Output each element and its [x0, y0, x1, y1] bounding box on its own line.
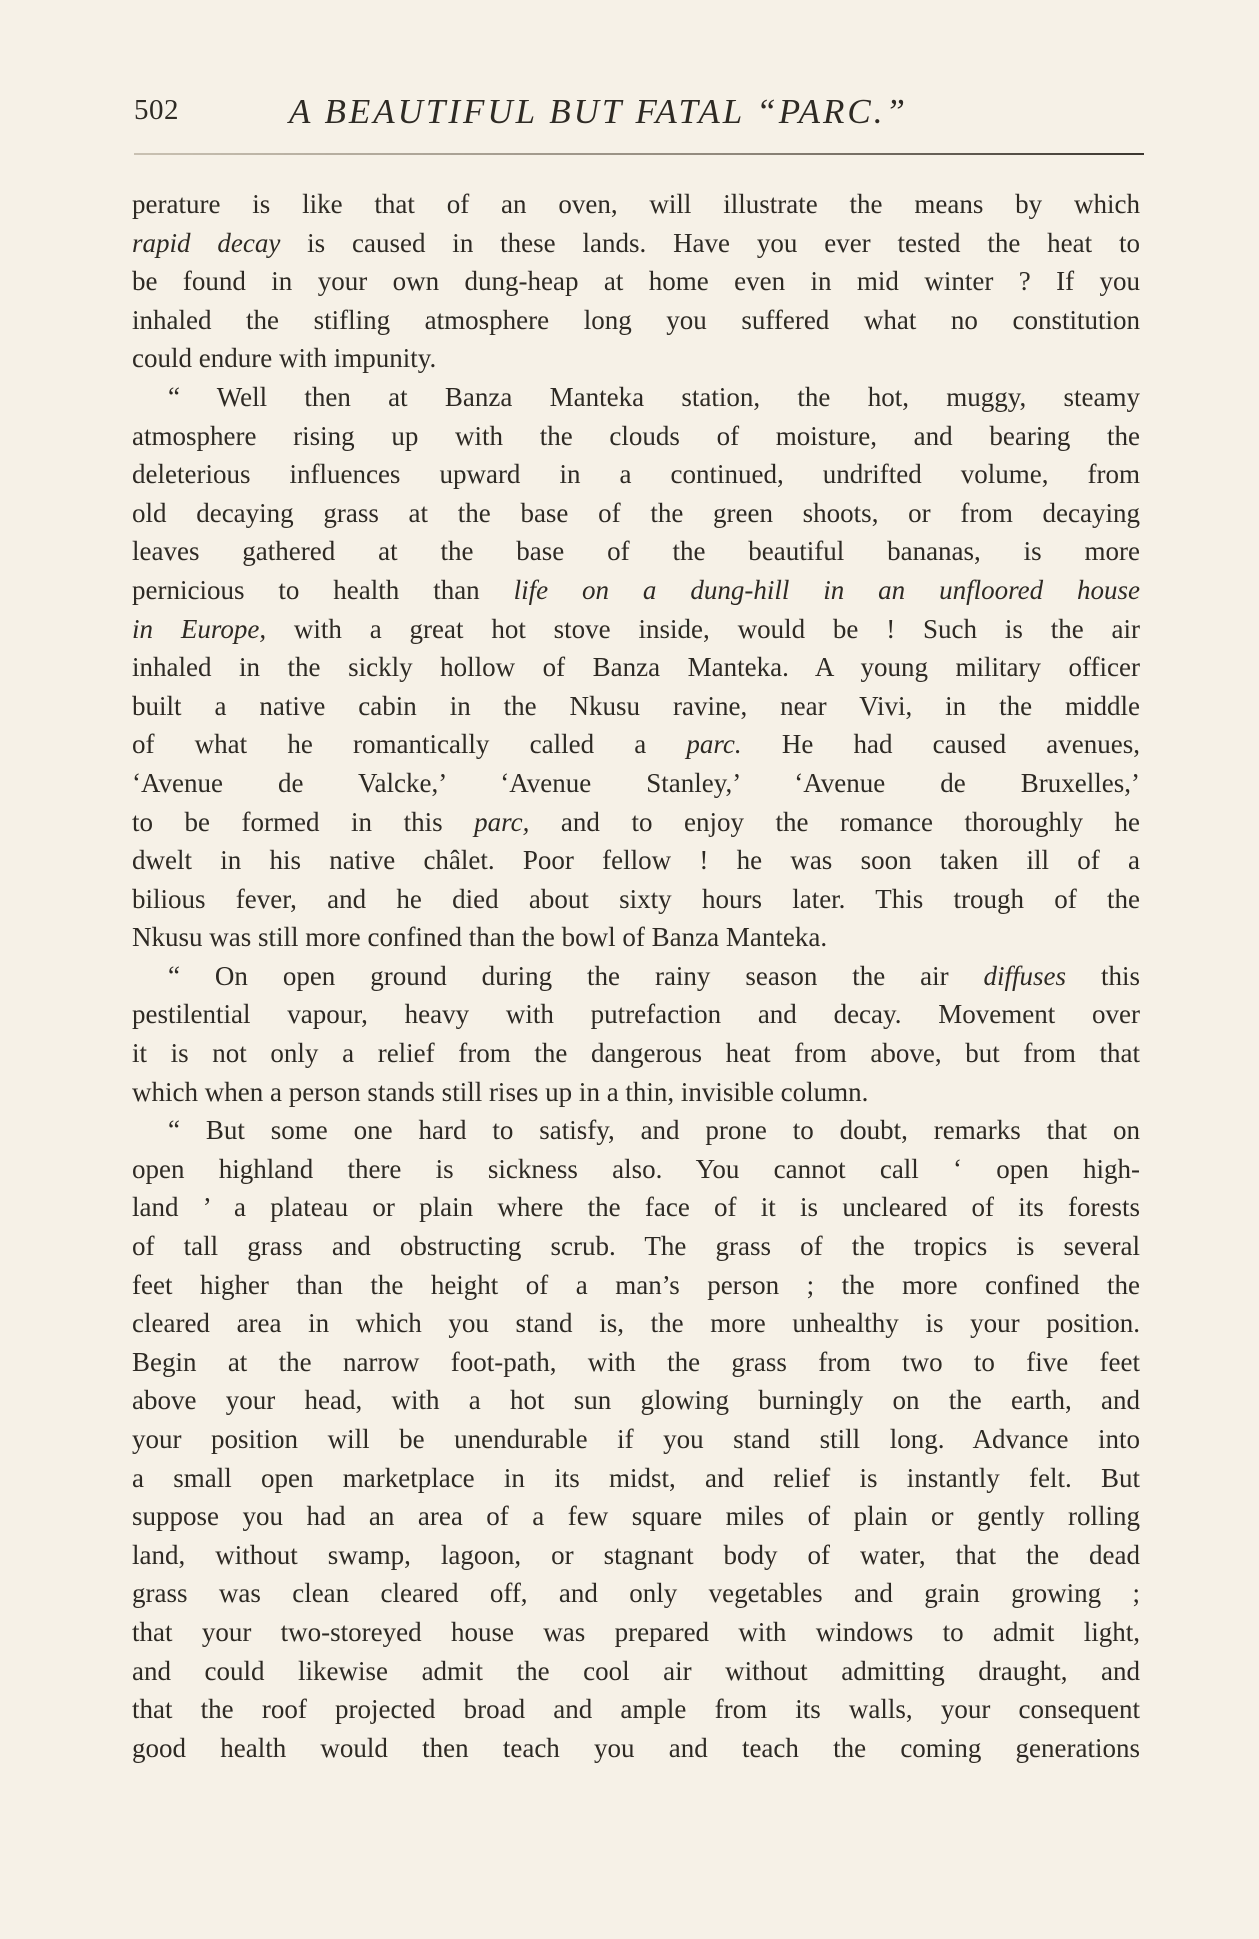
- text-line: inhaled the stifling atmosphere long you suffered what no constitution: [132, 304, 1140, 335]
- text-line: atmosphere rising up with the clouds of moisture, and bearing the: [132, 420, 1140, 451]
- italic-phrase: in Europe,: [132, 613, 267, 644]
- text-line: of tall grass and obstructing scrub. The grass of the tropics is several: [132, 1231, 1140, 1262]
- text-line: feet higher than the height of a man’s person ; the more confined the: [132, 1269, 1140, 1300]
- line-text: of what he romantically called a: [132, 729, 687, 760]
- text-line: which when a person stands still rises up in a thin, invisible column.: [132, 1076, 869, 1107]
- text-line: Begin at the narrow foot-path, with the grass from two to five feet: [132, 1346, 1140, 1377]
- text-line: pestilential vapour, heavy with putrefaction and decay. Movement over: [132, 999, 1140, 1030]
- text-line: built a native cabin in the Nkusu ravine, near Vivi, in the middle: [132, 690, 1140, 721]
- italic-phrase: life on a dung-hill in an unfloored house: [513, 574, 1140, 605]
- text-line: land ’ a plateau or plain where the face of it is uncleared of its forests: [132, 1192, 1140, 1223]
- running-title: A BEAUTIFUL BUT FATAL “PARC.”: [289, 92, 908, 131]
- italic-phrase: parc.: [686, 729, 742, 760]
- text-line: [132, 725, 1140, 764]
- text-line: ‘Avenue de Valcke,’ ‘Avenue Stanley,’ ‘Avenue de Bruxelles,’: [132, 767, 1140, 798]
- text-line: [132, 610, 1140, 649]
- text-line: suppose you had an area of a few square miles of plain or gently rolling: [132, 1501, 1140, 1532]
- header-rule: [134, 153, 1144, 155]
- text-line: could endure with impunity.: [132, 343, 437, 374]
- page-number: 502: [134, 94, 179, 126]
- text-line: good health would then teach you and teach the coming generations: [132, 1732, 1140, 1763]
- line-text: to be formed in this: [132, 806, 475, 837]
- text-line: grass was clean cleared off, and only vegetables and grain growing ;: [132, 1578, 1140, 1609]
- text-line: cleared area in which you stand is, the more unhealthy is your position.: [132, 1308, 1140, 1339]
- text-line: old decaying grass at the base of the green shoots, or from decaying: [132, 497, 1140, 528]
- line-text: and to enjoy the romance thoroughly he: [529, 806, 1140, 837]
- text-line: open highland there is sickness also. You cannot call ‘ open high-: [132, 1153, 1140, 1184]
- text-line: inhaled in the sickly hollow of Banza Manteka. A young military officer: [132, 652, 1140, 683]
- text-line: “ Well then at Banza Manteka station, the hot, muggy, steamy: [168, 381, 1140, 412]
- text-line: above your head, with a hot sun glowing burningly on the earth, and: [132, 1385, 1140, 1416]
- text-line: that the roof projected broad and ample from its walls, your consequent: [132, 1694, 1140, 1725]
- text-line: land, without swamp, lagoon, or stagnant body of water, that the dead: [132, 1539, 1140, 1570]
- text-line: [132, 957, 1140, 996]
- text-line: leaves gathered at the base of the beautiful bananas, is more: [132, 536, 1140, 567]
- text-line: it is not only a relief from the dangerous heat from above, but from that: [132, 1038, 1140, 1069]
- text-line: that your two-storeyed house was prepared with windows to admit light,: [132, 1616, 1140, 1647]
- line-text: pernicious to health than: [132, 574, 514, 605]
- text-line: [132, 224, 1140, 263]
- text-line: [132, 571, 1140, 610]
- italic-phrase: parc,: [474, 806, 530, 837]
- text-line: “ But some one hard to satisfy, and prone to doubt, remarks that on: [168, 1115, 1140, 1146]
- line-text: this: [1066, 960, 1140, 991]
- text-line: Nkusu was still more confined than the bowl of Banza Manteka.: [132, 922, 828, 953]
- text-line: and could likewise admit the cool air without admitting draught, and: [132, 1655, 1140, 1686]
- body-text: [132, 185, 1140, 1767]
- text-line: perature is like that of an oven, will illustrate the means by which: [132, 189, 1140, 219]
- italic-phrase: diffuses: [983, 960, 1067, 991]
- text-line: your position will be unendurable if you stand still long. Advance into: [132, 1424, 1140, 1454]
- text-line: deleterious influences upward in a continued, undrifted volume, from: [132, 459, 1140, 490]
- italic-phrase: rapid decay: [132, 227, 281, 258]
- text-line: be found in your own dung-heap at home even in mid winter ? If you: [132, 266, 1140, 297]
- text-line: bilious fever, and he died about sixty hours later. This trough of the: [132, 883, 1140, 914]
- text-line: a small open marketplace in its midst, and relief is instantly felt. But: [132, 1462, 1140, 1493]
- text-line: dwelt in his native châlet. Poor fellow ! he was soon taken ill of a: [132, 845, 1140, 876]
- line-text: He had caused avenues,: [741, 729, 1140, 760]
- line-text: is caused in these lands. Have you ever tested the heat to: [280, 227, 1140, 258]
- text-line: [132, 803, 1140, 842]
- line-text: with a great hot stove inside, would be ! Such is the air: [266, 613, 1140, 644]
- line-text: “ On open ground during the rainy season the air: [168, 960, 984, 991]
- running-head: [134, 92, 1134, 136]
